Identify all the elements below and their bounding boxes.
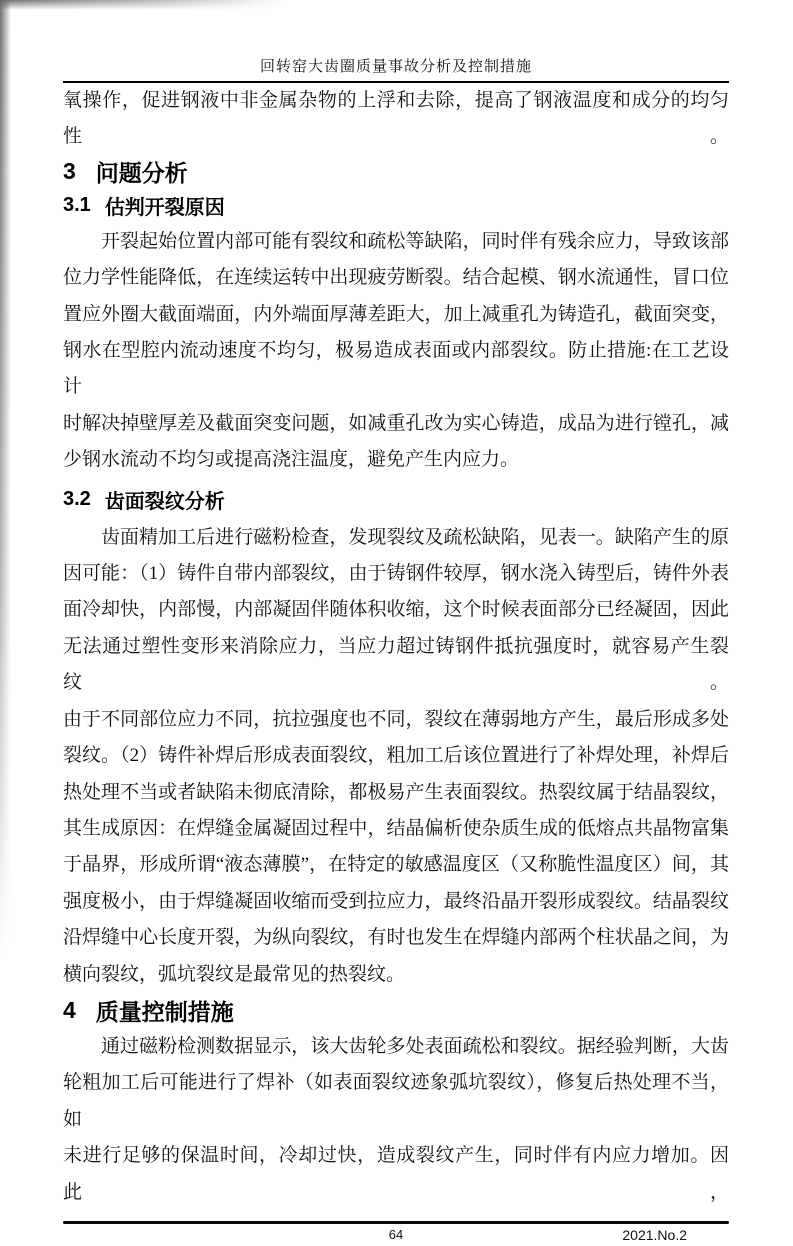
section-heading-4 <box>63 993 729 1029</box>
paragraph-line: 开裂起始位置内部可能有裂纹和疏松等缺陷，同时伴有残余应力，导致该部 <box>101 230 729 252</box>
paragraph-3-2 <box>63 520 729 993</box>
paragraph-line: 因可能：（1）铸件自带内部裂纹，由于铸钢件较厚，钢水浇入铸型后，铸件外表 <box>63 563 729 585</box>
section-title: 质量控制措施 <box>95 999 234 1026</box>
paragraph-line: 由于不同部位应力不同，抗拉强度也不同，裂纹在薄弱地方产生，最后形成多处 <box>63 708 729 730</box>
paragraph-line: 其生成原因：在焊缝金属凝固过程中，结晶偏析使杂质生成的低熔点共晶物富集 <box>63 817 729 839</box>
section-title: 齿面裂纹分析 <box>104 490 225 513</box>
paragraph-line: 横向裂纹，弧坑裂纹是最常见的热裂纹。 <box>63 963 406 985</box>
section-number: 3 <box>63 157 76 184</box>
section-number: 3.1 <box>63 193 91 216</box>
section-heading-3-2 <box>63 479 729 520</box>
paragraph-line: 裂纹。（2）铸件补焊后形成表面裂纹，粗加工后该位置进行了补焊处理，补焊后 <box>63 745 729 767</box>
page-content <box>63 55 729 1246</box>
paragraph-line: 氧操作，促进钢液中非金属杂物的上浮和去除，提高了钢液温度和成分的均匀性。 <box>63 90 729 148</box>
paragraph-line: 通过磁粉检测数据显示，该大齿轮多处表面疏松和裂纹。据经验判断，大齿 <box>101 1035 729 1057</box>
paragraph-line: 置应外圈大截面端面，内外端面厚薄差距大，加上减重孔为铸造孔，截面突变， <box>63 303 729 325</box>
paragraph-line: 时解决掉壁厚差及截面突变问题，如减重孔改为实心铸造，成品为进行镗孔，减 <box>63 412 729 434</box>
paragraph-line: 于晶界，形成所谓“液态薄膜”，在特定的敏感温度区（又称脆性温度区）间，其 <box>63 854 729 876</box>
scan-edge-shading-top <box>0 0 300 10</box>
paragraph-line: 面冷却快，内部慢，内部凝固伴随体积收缩，这个时候表面部分已经凝固，因此 <box>63 599 729 621</box>
paragraph-4 <box>63 1029 729 1211</box>
paragraph-line: 轮粗加工后可能进行了焊补（如表面裂纹迹象弧坑裂纹），修复后热处理不当，如 <box>63 1072 729 1130</box>
scan-edge-shading-left <box>0 0 11 1000</box>
issue-number: 2021.No.2 <box>622 1226 687 1243</box>
paragraph-line: 齿面精加工后进行磁粉检查，发现裂纹及疏松缺陷，见表一。缺陷产生的原 <box>101 526 729 548</box>
paragraph-3-1 <box>63 224 729 479</box>
paragraph-line: 位力学性能降低，在连续运转中出现疲劳断裂。结合起模、钢水流通性，冒口位 <box>63 267 729 289</box>
section-title: 估判开裂原因 <box>104 196 225 219</box>
section-number: 3.2 <box>63 487 91 510</box>
paragraph-line: 钢水在型腔内流动速度不均匀，极易造成表面或内部裂纹。防止措施:在工艺设计 <box>63 340 729 398</box>
section-heading-3-1 <box>63 187 729 224</box>
paragraph-line: 热处理不当或者缺陷未彻底清除，都极易产生表面裂纹。热裂纹属于结晶裂纹， <box>63 781 729 803</box>
page-number: 64 <box>388 1226 404 1242</box>
paragraph-line: 无法通过塑性变形来消除应力，当应力超过铸钢件抵抗强度时，就容易产生裂纹。 <box>63 635 729 694</box>
paragraph-line: 强度极小，由于焊缝凝固收缩而受到拉应力，最终沿晶开裂形成裂纹。结晶裂纹 <box>63 890 729 912</box>
paragraph-line: 少钢水流动不均匀或提高浇注温度，避免产生内应力。 <box>63 449 520 471</box>
section-title: 问题分析 <box>95 159 188 186</box>
paragraph-line: 沿焊缝中心长度开裂，为纵向裂纹，有时也发生在焊缝内部两个柱状晶之间，为 <box>63 927 729 949</box>
section-number: 4 <box>63 997 76 1024</box>
page-footer <box>63 1224 729 1246</box>
running-title: 回转窑大齿圈质量事故分析及控制措施 <box>63 55 729 83</box>
section-heading-3 <box>63 156 729 187</box>
paragraph-line: 未进行足够的保温时间，冷却过快，造成裂纹产生，同时伴有内应力增加。因此， <box>63 1145 729 1203</box>
